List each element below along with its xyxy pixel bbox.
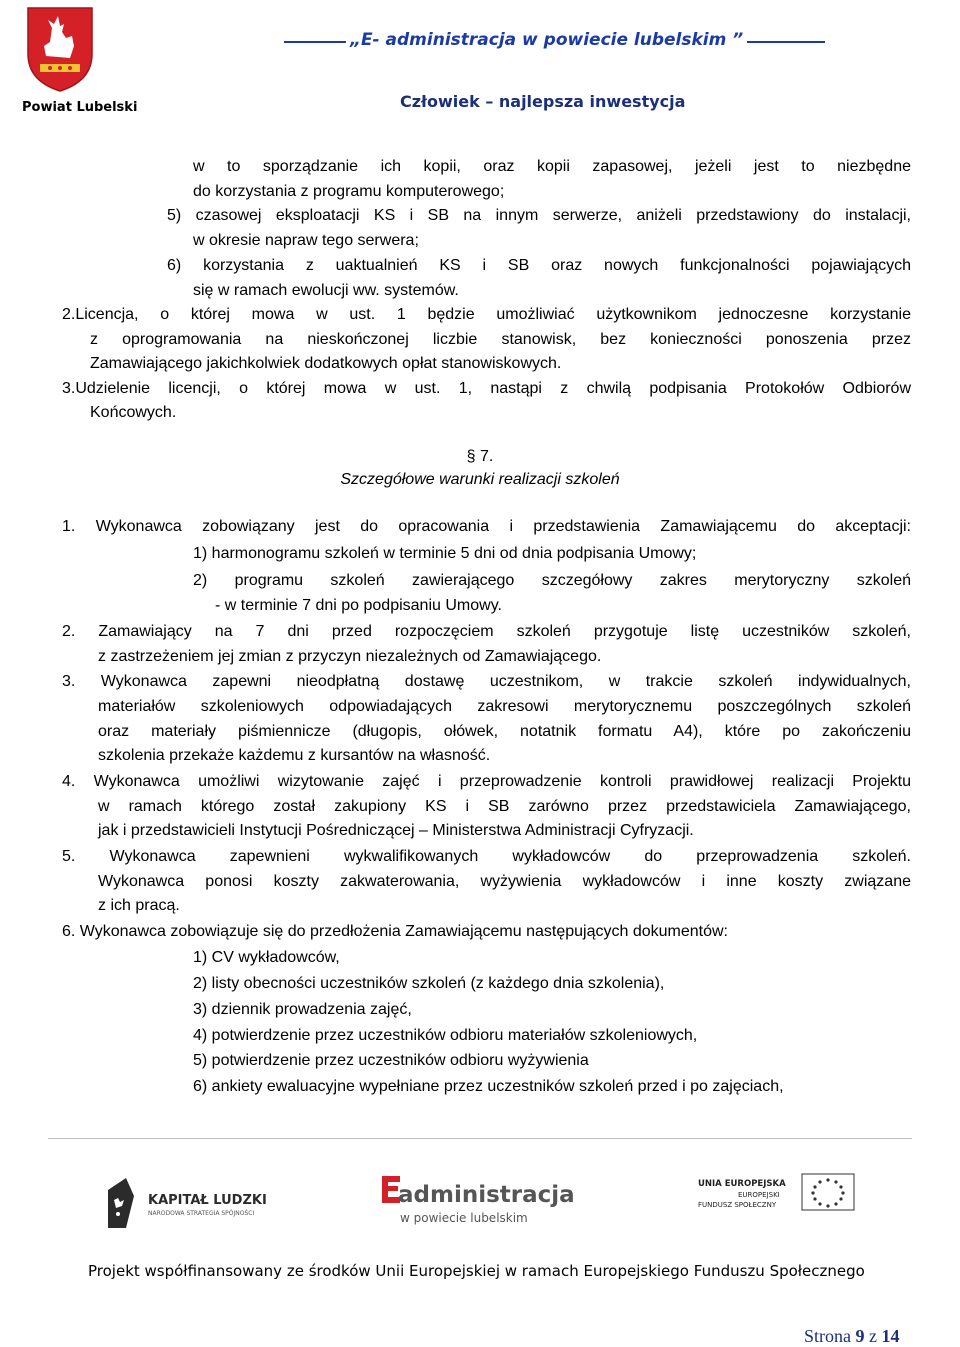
- eu-social-fund-logo: [698, 1170, 858, 1228]
- text-line: 6. Wykonawca zobowiązuje się do przedłożenia Zamawiającemu następujących dokumentów:: [62, 923, 728, 940]
- text-line: 2) listy obecności uczestników szkoleń (z każdego dnia szkolenia),: [193, 975, 665, 992]
- text-line: Końcowych.: [90, 404, 177, 421]
- ea-sub-text: w powiecie lubelskim: [400, 1211, 528, 1225]
- header-motto: Człowiek – najlepsza inwestycja: [400, 92, 686, 111]
- ue-line-3: FUNDUSZ SPOŁECZNY: [698, 1201, 777, 1209]
- text-line: 6) ankiety ewaluacyjne wypełniane przez uczestników szkoleń przed i po zajęciach,: [193, 1078, 784, 1095]
- text-line: szkolenia przekaże każdemu z kursantów na własność.: [98, 747, 491, 764]
- text-line: - w terminie 7 dni po podpisaniu Umowy.: [215, 597, 502, 614]
- text-line: 1) harmonogramu szkoleń w terminie 5 dni od dnia podpisania Umowy;: [193, 545, 697, 562]
- page-total: 14: [881, 1326, 900, 1346]
- section-title: Szczegółowe warunki realizacji szkoleń: [340, 471, 620, 488]
- title-underline-right: [747, 41, 825, 43]
- text-line: materiałów szkoleniowych odpowiadających zakresowi merytorycznemu poszczególnych szkoleń: [98, 698, 911, 715]
- text-line: 1) CV wykładowców,: [193, 949, 340, 966]
- e-administracja-logo: [378, 1168, 588, 1230]
- text-line: 6) korzystania z uaktualnień KS i SB oraz nowych funkcjonalności pojawiających: [167, 257, 911, 274]
- text-line: w to sporządzanie ich kopii, oraz kopii zapasowej, jeżeli jest to niezbędne: [193, 158, 911, 175]
- org-name: Powiat Lubelski: [22, 100, 138, 115]
- text-line: 2. Zamawiający na 7 dni przed rozpoczęciem szkoleń przygotuje listę uczestników szkoleń,: [62, 623, 911, 640]
- text-line: do korzystania z programu komputerowego;: [193, 183, 505, 200]
- ue-line-2: EUROPEJSKI: [738, 1191, 780, 1199]
- powiat-crest-logo: [26, 6, 94, 92]
- text-line: 5. Wykonawca zapewnieni wykwalifikowanych wykładowców do przeprowadzenia szkoleń.: [62, 848, 911, 865]
- text-line: w ramach którego został zakupiony KS i SB zarówno przez przedstawiciela Zamawiającego,: [98, 798, 911, 815]
- kapital-ludzki-logo: [104, 1170, 284, 1230]
- text-line: Zamawiającego jakichkolwiek dodatkowych opłat stanowiskowych.: [90, 355, 562, 372]
- text-line: jak i przedstawicieli Instytucji Pośredniczącej – Ministerstwa Administracji Cyfryzacji.: [98, 822, 694, 839]
- footer-divider: [48, 1138, 912, 1139]
- text-line: w okresie napraw tego serwera;: [193, 232, 419, 249]
- page-separator: z: [869, 1326, 877, 1346]
- text-line: 2.Licencja, o której mowa w ust. 1 będzie umożliwiać użytkownikom jednoczesne korzystanie: [62, 306, 911, 323]
- text-line: 3) dziennik prowadzenia zajęć,: [193, 1001, 412, 1018]
- kl-title: KAPITAŁ LUDZKI: [148, 1193, 267, 1208]
- text-line: z zastrzeżeniem jej zmian z przyczyn niezależnych od Zamawiającego.: [98, 648, 602, 665]
- page-label: Strona: [804, 1326, 851, 1346]
- project-funding-note: Projekt współfinansowany ze środków Unii Europejskiej w ramach Europejskiego Funduszu Społecznego: [88, 1262, 865, 1280]
- page-number: [804, 1326, 900, 1347]
- header-title: [280, 30, 820, 50]
- text-line: 4. Wykonawca umożliwi wizytowanie zajęć i przeprowadzenie kontroli prawidłowej realizacji Projektu: [62, 773, 911, 790]
- text-line: 2) programu szkoleń zawierającego szczegółowy zakres merytoryczny szkoleń: [193, 572, 911, 589]
- text-line: 5) potwierdzenie przez uczestników odbioru wyżywienia: [193, 1052, 589, 1069]
- text-line: oraz materiały piśmiennicze (długopis, ołówek, notatnik formatu A4), które po zakończeniu: [98, 723, 911, 740]
- kl-subtitle: NARODOWA STRATEGIA SPÓJNOŚCI: [148, 1210, 255, 1217]
- text-line: 4) potwierdzenie przez uczestników odbioru materiałów szkoleniowych,: [193, 1027, 698, 1044]
- ue-line-1: UNIA EUROPEJSKA: [698, 1179, 786, 1189]
- text-line: 5) czasowej eksploatacji KS i SB na innym serwerze, aniżeli przedstawiony do instalacji,: [167, 207, 911, 224]
- text-line: 3.Udzielenie licencji, o której mowa w ust. 1, nastąpi z chwilą podpisania Protokołów Odbiorów: [62, 380, 911, 397]
- text-line: Wykonawca ponosi koszty zakwaterowania, wyżywienia wykładowców i inne koszty związane: [98, 873, 911, 890]
- page-current: 9: [855, 1326, 865, 1346]
- header-title-text: „E- administracja w powiecie lubelskim ”: [350, 30, 744, 50]
- text-line: z ich pracą.: [98, 897, 180, 914]
- title-underline-left: [284, 41, 346, 43]
- ea-main-text: administracja: [398, 1182, 575, 1208]
- text-line: 1. Wykonawca zobowiązany jest do opracowania i przedstawienia Zamawiającemu do akceptacji:: [62, 518, 911, 535]
- text-line: z oprogramowania na nieskończonej liczbie stanowisk, bez konieczności ponoszenia przez: [90, 331, 911, 348]
- section-number: § 7.: [466, 448, 494, 465]
- text-line: 3. Wykonawca zapewni nieodpłatną dostawę uczestnikom, w trakcie szkoleń indywidualnych,: [62, 673, 911, 690]
- text-line: się w ramach ewolucji ww. systemów.: [193, 282, 459, 299]
